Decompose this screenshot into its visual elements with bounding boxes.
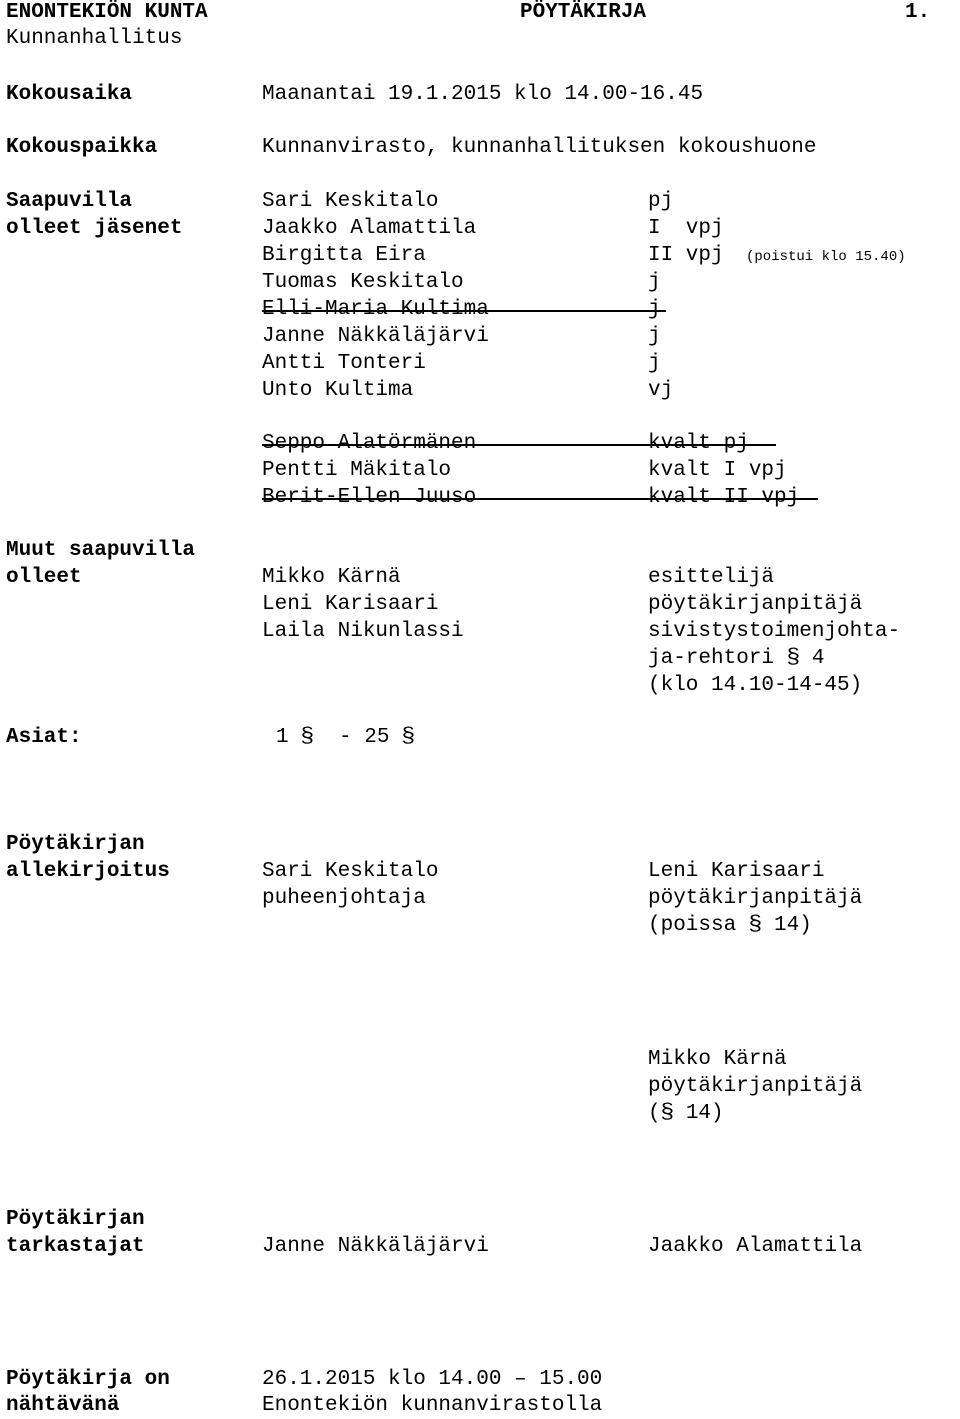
member-role-struck: j	[648, 298, 661, 321]
strike-through-line	[262, 498, 818, 500]
section-sign: §	[300, 726, 315, 749]
member-role: pj	[648, 190, 674, 213]
strike-through-line	[262, 444, 776, 446]
council-chair-role-struck: kvalt II vpj	[648, 486, 800, 509]
meeting-place-value: Kunnanvirasto, kunnanhallituksen kokoushuone	[262, 136, 817, 159]
attendees-label-line1: Muut saapuvilla	[6, 539, 196, 562]
council-chair-role-struck: kvalt pj	[648, 432, 749, 455]
matters-label: Asiat:	[6, 726, 82, 749]
section-sign: §	[401, 726, 416, 749]
attendee-role-continuation: ja-rehtori § 4	[648, 647, 825, 670]
reviewers-label-line1: Pöytäkirjan	[6, 1208, 145, 1231]
strike-through-line	[262, 310, 666, 312]
chair-title: puheenjohtaja	[262, 887, 426, 910]
page-number: 1.	[905, 1, 931, 24]
member-name: Janne Näkkäläjärvi	[262, 325, 489, 348]
secretary2-title: pöytäkirjanpitäjä	[648, 1075, 863, 1098]
council-chair-name-struck: Berit-Ellen Juuso	[262, 486, 477, 509]
member-role: j	[648, 325, 661, 348]
attendee-name: Laila Nikunlassi	[262, 620, 464, 643]
member-name: Jaakko Alamattila	[262, 217, 477, 240]
member-role: j	[648, 352, 661, 375]
signatures-label-line1: Pöytäkirjan	[6, 833, 145, 856]
member-name: Tuomas Keskitalo	[262, 271, 464, 294]
meeting-time-label: Kokousaika	[6, 83, 133, 106]
display-label-line1: Pöytäkirja on	[6, 1368, 170, 1391]
attendee-role: pöytäkirjanpitäjä	[648, 593, 863, 616]
reviewers-label-line2: tarkastajat	[6, 1235, 145, 1258]
member-name: Unto Kultima	[262, 379, 414, 402]
secretary2-note: (§ 14)	[648, 1102, 724, 1125]
member-role: I vpj	[648, 217, 724, 240]
attendee-role: esittelijä	[648, 566, 775, 589]
governing-body: Kunnanhallitus	[6, 27, 183, 50]
member-role: II vpj	[648, 244, 724, 267]
member-name: Sari Keskitalo	[262, 190, 439, 213]
chair-name: Sari Keskitalo	[262, 860, 439, 883]
meeting-time-value: Maanantai 19.1.2015 klo 14.00-16.45	[262, 83, 704, 106]
attendee-role: sivistystoimenjohta-	[648, 620, 901, 643]
secretary2-name: Mikko Kärnä	[648, 1048, 787, 1071]
member-name: Antti Tonteri	[262, 352, 426, 375]
section-sign: §	[747, 914, 763, 937]
document-type: PÖYTÄKIRJA	[520, 1, 647, 24]
municipality-name: ENONTEKIÖN KUNTA	[6, 1, 208, 24]
reviewer-name: Jaakko Alamattila	[648, 1235, 863, 1258]
attendee-role-time-note: (klo 14.10-14-45)	[648, 674, 863, 697]
council-chair-name: Pentti Mäkitalo	[262, 459, 452, 482]
members-label-line1: Saapuvilla	[6, 190, 133, 213]
member-name-struck: Elli-Maria Kultima	[262, 298, 489, 321]
meeting-place-label: Kokouspaikka	[6, 136, 158, 159]
attendee-name: Leni Karisaari	[262, 593, 439, 616]
display-time: 26.1.2015 klo 14.00 – 15.00	[262, 1368, 603, 1391]
member-role: vj	[648, 379, 674, 402]
section-sign: §	[659, 1102, 675, 1125]
display-place: Enontekiön kunnanvirastolla	[262, 1394, 603, 1417]
secretary-note: (poissa § 14)	[648, 914, 812, 937]
reviewer-name: Janne Näkkäläjärvi	[262, 1235, 489, 1258]
secretary-title: pöytäkirjanpitäjä	[648, 887, 863, 910]
member-name: Birgitta Eira	[262, 244, 426, 267]
council-chair-name-struck: Seppo Alatörmänen	[262, 432, 477, 455]
secretary-name: Leni Karisaari	[648, 860, 825, 883]
signatures-label-line2: allekirjoitus	[6, 860, 170, 883]
matters-range: 1 § - 25 §	[276, 726, 416, 749]
attendees-label-line2: olleet	[6, 566, 82, 589]
member-role: j	[648, 271, 661, 294]
member-note: (poistui klo 15.40)	[746, 249, 906, 265]
section-sign: §	[785, 647, 801, 670]
council-chair-role: kvalt I vpj	[648, 459, 787, 482]
members-label-line2: olleet jäsenet	[6, 217, 183, 240]
attendee-name: Mikko Kärnä	[262, 566, 401, 589]
display-label-line2: nähtävänä	[6, 1394, 120, 1417]
